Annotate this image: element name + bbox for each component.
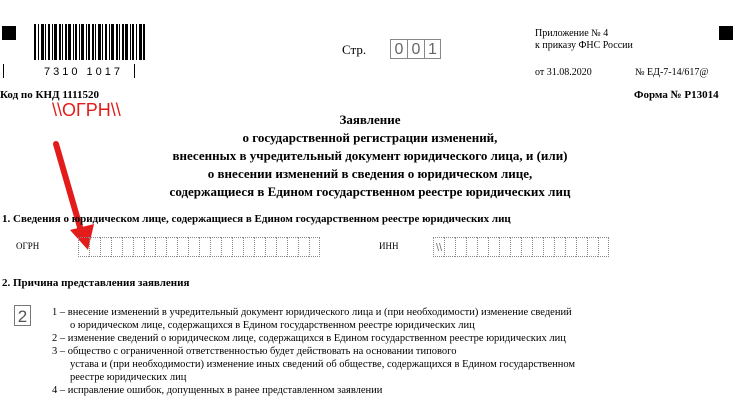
reason-code-input[interactable]: 2 xyxy=(14,305,31,326)
inn-cell[interactable] xyxy=(521,237,532,257)
reason-item xyxy=(52,332,732,345)
reason-continuation: реестре юридических лиц xyxy=(70,372,187,383)
inn-cell[interactable] xyxy=(587,237,598,257)
ogrn-cell[interactable] xyxy=(221,237,232,257)
page-digit: 0 xyxy=(390,39,407,59)
knd-code: Код по КНД 1111520 xyxy=(0,89,100,101)
inn-cell[interactable] xyxy=(554,237,565,257)
ogrn-cell[interactable] xyxy=(309,237,320,257)
inn-cell[interactable] xyxy=(477,237,488,257)
ogrn-cell[interactable] xyxy=(122,237,133,257)
registration-marker xyxy=(2,26,16,40)
page-number-box xyxy=(390,39,441,59)
inn-cell[interactable] xyxy=(576,237,587,257)
appendix-line: к приказу ФНС России xyxy=(535,40,633,51)
section1-heading: 1. Сведения о юридическом лице, содержащиеся в Едином государственном реестре юридических лиц xyxy=(2,213,511,225)
ogrn-cell[interactable] xyxy=(89,237,100,257)
reason-number: 3 – xyxy=(52,346,66,357)
inn-cell[interactable] xyxy=(444,237,455,257)
ogrn-cell[interactable] xyxy=(210,237,221,257)
barcode xyxy=(34,24,145,60)
ogrn-cell[interactable] xyxy=(254,237,265,257)
tick-mark xyxy=(134,64,135,78)
inn-cell[interactable] xyxy=(510,237,521,257)
title-line: содержащиеся в Едином государственном реестре юридических лиц xyxy=(169,184,571,199)
ogrn-cell[interactable] xyxy=(243,237,254,257)
reason-list xyxy=(52,306,732,397)
inn-cell[interactable] xyxy=(598,237,609,257)
inn-cell[interactable] xyxy=(455,237,466,257)
ogrn-cell[interactable] xyxy=(144,237,155,257)
ogrn-label: ОГРН xyxy=(16,241,40,251)
reason-text: внесение изменений в учредительный документ юридического лица и (при необходимости) изменение сведений xyxy=(67,307,572,318)
ogrn-field[interactable] xyxy=(78,237,320,257)
reason-continuation: устава и (при необходимости) изменение иных сведений об обществе, содержащихся в Едином государственном xyxy=(70,359,576,370)
inn-cell[interactable] xyxy=(488,237,499,257)
section2-heading: 2. Причина представления заявления xyxy=(2,277,190,289)
reason-number: 2 – xyxy=(52,333,66,344)
inn-cell[interactable] xyxy=(543,237,554,257)
appendix-line: Приложение № 4 xyxy=(535,28,609,39)
page-label: Стр. xyxy=(342,42,367,57)
page-digit: 1 xyxy=(424,39,441,59)
tick-mark xyxy=(3,64,4,78)
ogrn-cell[interactable] xyxy=(265,237,276,257)
ogrn-cell[interactable] xyxy=(287,237,298,257)
inn-label: ИНН xyxy=(379,241,399,251)
order-number: № ЕД-7-14/617@ xyxy=(635,67,709,78)
ogrn-cell[interactable] xyxy=(177,237,188,257)
form-number: Форма № Р13014 xyxy=(634,89,719,101)
reason-number: 4 – xyxy=(52,385,66,396)
document-title xyxy=(90,111,650,201)
page-digit: 0 xyxy=(407,39,424,59)
inn-cell[interactable] xyxy=(466,237,477,257)
ogrn-cell[interactable] xyxy=(199,237,210,257)
ogrn-annotation: \\ОГРН\\ xyxy=(52,100,121,120)
ogrn-cell[interactable] xyxy=(188,237,199,257)
registration-marker xyxy=(719,26,733,40)
inn-cell[interactable] xyxy=(565,237,576,257)
reason-text: изменение сведений о юридическом лице, содержащихся в Едином государственном реестре юридических лиц xyxy=(67,333,566,344)
ogrn-cell[interactable] xyxy=(111,237,122,257)
reason-item xyxy=(52,345,732,358)
title-line: о государственной регистрации изменений, xyxy=(242,130,498,145)
barcode-number: 7310 1017 xyxy=(44,66,123,78)
ogrn-cell[interactable] xyxy=(232,237,243,257)
ogrn-cell[interactable] xyxy=(100,237,111,257)
inn-field[interactable] xyxy=(433,237,609,257)
ogrn-cell[interactable] xyxy=(155,237,166,257)
reason-item xyxy=(52,384,732,397)
inn-cell[interactable] xyxy=(499,237,510,257)
ogrn-cell[interactable] xyxy=(133,237,144,257)
reason-text: общество с ограниченной ответственностью будет действовать на основании типового xyxy=(67,346,457,357)
title-line: Заявление xyxy=(339,112,401,127)
reason-item xyxy=(52,306,732,319)
inn-cell[interactable] xyxy=(532,237,543,257)
inn-cell[interactable]: \\ xyxy=(433,237,444,257)
reason-continuation: о юридическом лице, содержащихся в Едином государственном реестре юридических лиц xyxy=(70,320,475,331)
reason-text: исправление ошибок, допущенных в ранее представленном заявлении xyxy=(67,385,383,396)
title-line: о внесении изменений в сведения о юридическом лице, xyxy=(207,166,533,181)
title-line: внесенных в учредительный документ юридического лица, и (или) xyxy=(172,148,568,163)
order-date: от 31.08.2020 xyxy=(535,67,592,78)
ogrn-cell[interactable] xyxy=(298,237,309,257)
ogrn-cell[interactable] xyxy=(166,237,177,257)
ogrn-cell[interactable] xyxy=(78,237,89,257)
reason-number: 1 – xyxy=(52,307,66,318)
ogrn-cell[interactable] xyxy=(276,237,287,257)
